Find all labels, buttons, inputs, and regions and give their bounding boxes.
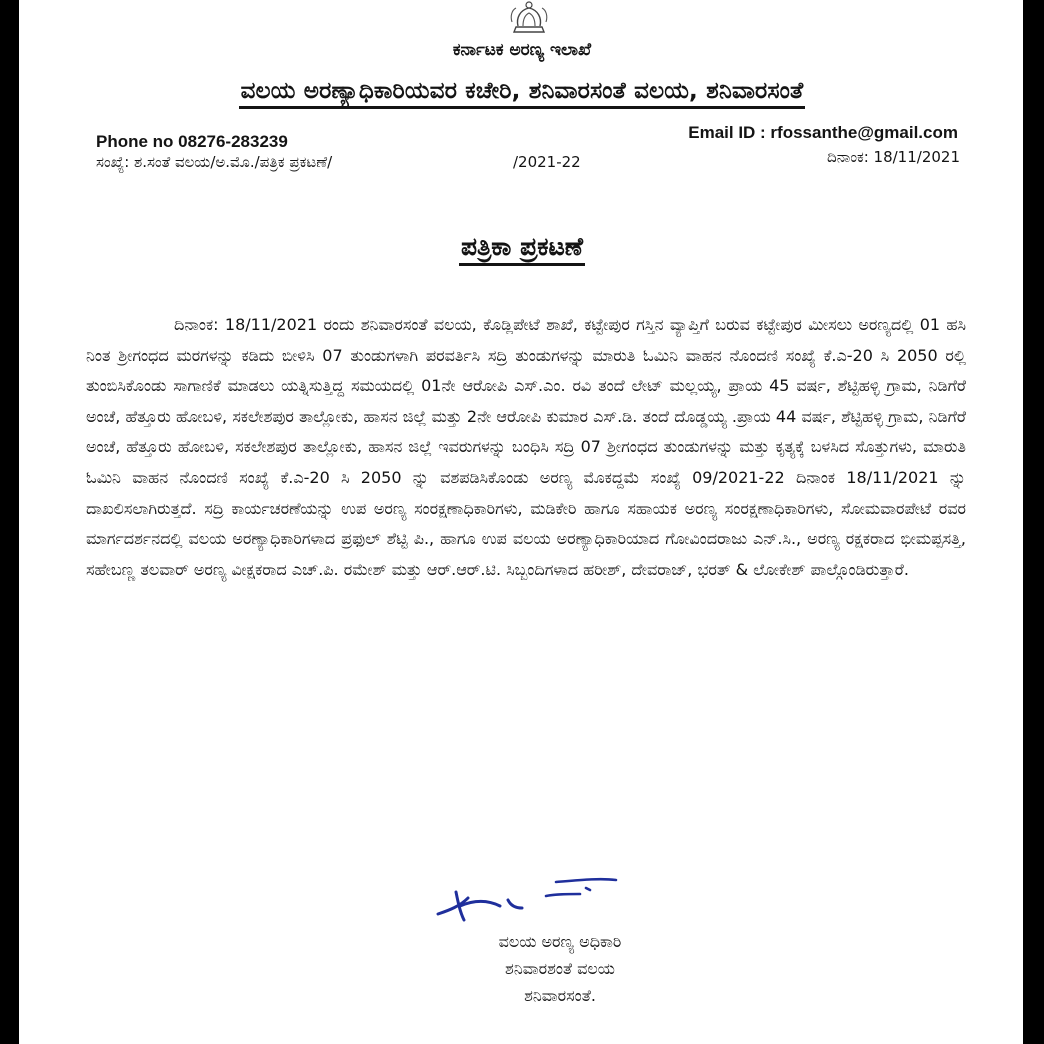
- left-frame-border: [0, 0, 19, 1044]
- right-frame-border: [1023, 0, 1044, 1044]
- handwritten-signature: [430, 870, 630, 930]
- signatory-block: [430, 928, 690, 1009]
- office-heading: [0, 78, 1044, 104]
- signatory-designation: ವಲಯ ಅರಣ್ಯ ಅಧಿಕಾರಿ: [498, 932, 622, 951]
- signatory-range: ಶನಿವಾರಶಂತೆ ವಲಯ: [505, 959, 615, 978]
- phone-number: Phone no 08276-283239: [96, 132, 288, 151]
- state-emblem-icon: [506, 0, 552, 34]
- office-heading-text: ವಲಯ ಅರಣ್ಯಾಧಿಕಾರಿಯವರ ಕಚೇರಿ, ಶನಿವಾರಸಂತೆ ವಲಯ, ಶನಿವಾರಸಂತೆ: [239, 78, 806, 109]
- email-id: Email ID : rfossanthe@gmail.com: [688, 123, 958, 142]
- press-release-body: ದಿನಾಂಕ: 18/11/2021 ರಂದು ಶನಿವಾರಸಂತೆ ವಲಯ, ಕೊಡ್ಲಿಪೇಟೆ ಶಾಖೆ, ಕಟ್ಟೇಪುರ ಗಸ್ತಿನ ವ್ಯಾಪ್ತಿಗೆ ಬರುವ ಕಟ್ಟೇಪುರ ಮೀಸಲು ಅರಣ್ಯದಲ್ಲಿ 01 ಹಸಿ ನಿಂತ ಶ್ರೀಗಂಧದ ಮರಗಳನ್ನು ಕಡಿದು ಬೀಳಿಸಿ 07 ತುಂಡುಗಳಾಗಿ ಪರವರ್ತಿಸಿ ಸದ್ರಿ ತುಂಡುಗಳನ್ನು ಮಾರುತಿ ಓಮಿನಿ ವಾಹನ ನೊಂದಣಿ ಸಂಖ್ಯೆ ಕೆ.ಎ-20 ಸಿ 2050 ರಲ್ಲಿ ತುಂಬಿಸಿಕೊಂಡು ಸಾಗಾಣಿಕೆ ಮಾಡಲು ಯತ್ನಿಸುತ್ತಿದ್ದ ಸಮಯದಲ್ಲಿ 01ನೇ ಆರೋಪಿ ಎಸ್.ಎಂ. ರವಿ ತಂದೆ ಲೇಟ್ ಮಲ್ಲಯ್ಯ, ಪ್ರಾಯ 45 ವರ್ಷ, ಶೆಟ್ಟಿಹಳ್ಳಿ ಗ್ರಾಮ, ನಿಡಿಗೆರೆ ಅಂಚೆ, ಹೆತ್ತೂರು ಹೋಬಳಿ, ಸಕಲೇಶಪುರ ತಾಲ್ಲೋಕು, ಹಾಸನ ಜಿಲ್ಲೆ ಮತ್ತು 2ನೇ ಆರೋಪಿ ಕುಮಾರ ಎಸ್.ಡಿ. ತಂದೆ ದೊಡ್ಡಯ್ಯ .ಪ್ರಾಯ 44 ವರ್ಷ, ಶೆಟ್ಟಿಹಳ್ಳಿ ಗ್ರಾಮ, ನಿಡಿಗೆರೆ ಅಂಚೆ, ಹೆತ್ತೂರು ಹೋಬಳಿ, ಸಕಲೇಶಪುರ ತಾಲ್ಲೋಕು, ಹಾಸನ ಜಿಲ್ಲೆ ಇವರುಗಳನ್ನು ಬಂಧಿಸಿ ಸದ್ರಿ 07 ಶ್ರೀಗಂಧದ ತುಂಡುಗಳನ್ನು ಮತ್ತು ಕೃತ್ಯಕ್ಕೆ ಬಳಸಿದ ಸೊತ್ತುಗಳು, ಮಾರುತಿ ಓಮಿನಿ ವಾಹನ ನೊಂದಣಿ ಸಂಖ್ಯೆ ಕೆ.ಎ-20 ಸಿ 2050 ನ್ನು ವಶಪಡಿಸಿಕೊಂಡು ಅರಣ್ಯ ಮೊಕದ್ದಮೆ ಸಂಖ್ಯೆ 09/2021-22 ದಿನಾಂಕ 18/11/2021 ನ್ನು ದಾಖಲಿಸಲಾಗಿರುತ್ತದೆ. ಸದ್ರಿ ಕಾರ್ಯಚರಣೆಯನ್ನು ಉಪ ಅರಣ್ಯ ಸಂರಕ್ಷಣಾಧಿಕಾರಿಗಳು, ಮಡಿಕೇರಿ ಹಾಗೂ ಸಹಾಯಕ ಅರಣ್ಯ ಸಂರಕ್ಷಣಾಧಿಕಾರಿಗಳು, ಸೋಮವಾರಪೇಟೆ ರವರ ಮಾರ್ಗದರ್ಶನದಲ್ಲಿ ವಲಯ ಅರಣ್ಯಾಧಿಕಾರಿಗಳಾದ ಪ್ರಫುಲ್ ಶೆಟ್ಟಿ ಪಿ., ಹಾಗೂ ಉಪ ವಲಯ ಅರಣ್ಯಾಧಿಕಾರಿಯಾದ ಗೋವಿಂದರಾಜು ಎನ್.ಸಿ., ಅರಣ್ಯ ರಕ್ಷಕರಾದ ಭೀಮಪ್ಪಸತ್ತಿ, ಸಹೇಬಣ್ಣ ತಲವಾರ್ ಅರಣ್ಯ ವೀಕ್ಷಕರಾದ ಎಚ್.ಪಿ. ರಮೇಶ್ ಮತ್ತು ಆರ್.ಆರ್.ಟಿ. ಸಿಬ್ಬಂದಿಗಳಾದ ಹರೀಶ್, ದೇವರಾಜ್, ಭರತ್ & ಲೋಕೇಶ್ ಪಾಲ್ಗೊಂಡಿರುತ್ತಾರೆ.: [86, 315, 966, 579]
- reference-number: ಸಂಖ್ಯೆ: ಶ.ಸಂತೆ ವಲಯ/ಅ.ಮೊ./ಪತ್ರಿಕ ಪ್ರಕಟಣೆ/: [96, 153, 333, 171]
- document-title-text: ಪತ್ರಿಕಾ ಪ್ರಕಟಣೆ: [459, 232, 585, 266]
- document-title: [0, 232, 1044, 262]
- reference-year: /2021-22: [513, 153, 581, 171]
- department-name: ಕರ್ನಾಟಕ ಅರಣ್ಯ ಇಲಾಖೆ: [452, 40, 592, 60]
- signatory-place: ಶನಿವಾರಸಂತೆ.: [524, 986, 596, 1005]
- letter-date: ದಿನಾಂಕ: 18/11/2021: [827, 148, 960, 166]
